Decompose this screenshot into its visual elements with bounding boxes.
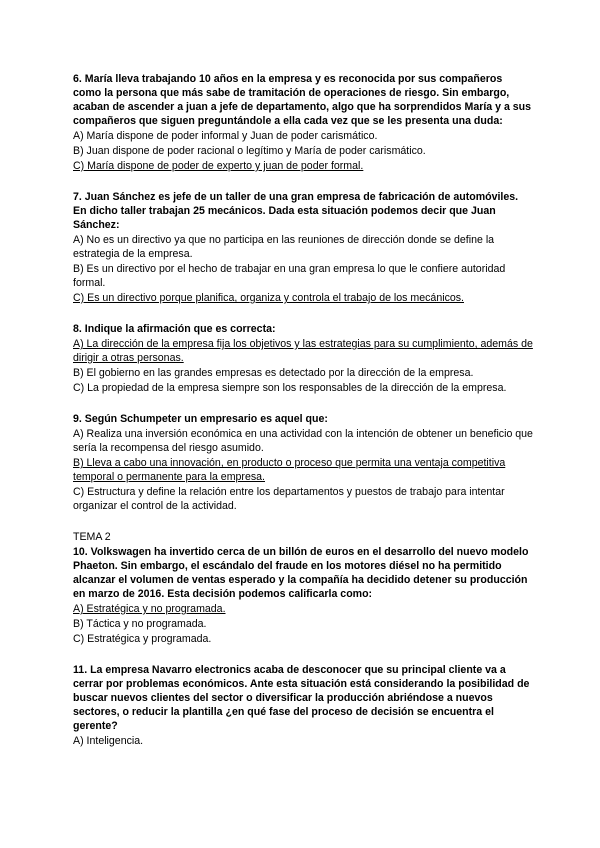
option-b: B) Táctica y no programada.: [73, 618, 207, 630]
option-b: B) Es un directivo por el hecho de trabajar en una gran empresa lo que le confiere autoridad formal.: [73, 263, 506, 289]
option-b-correct: B) Lleva a cabo una innovación, en producto o proceso que permita una ventaja competitiva temporal o permanente para la empresa.: [73, 457, 506, 483]
question-title: 10. Volkswagen ha invertido cerca de un billón de euros en el desarrollo del nuevo modelo Phaeton. Sin embargo, el escándalo del fraude en los motores diésel no ha permitido alcanzar el volumen de ventas esperado y la compañía ha decidido detener su producción en marzo de 2016. Esta decisión podemos calificarla como:: [73, 546, 529, 600]
question-title: 9. Según Schumpeter un empresario es aquel que:: [73, 413, 328, 425]
question-10: [73, 530, 533, 646]
option-a: A) No es un directivo ya que no participa en las reuniones de dirección donde se define la estrategia de la empresa.: [73, 234, 495, 260]
option-a-correct: A) La dirección de la empresa fija los objetivos y las estrategias para su cumplimiento, además de dirigir a otras personas.: [73, 338, 533, 364]
question-11: [73, 663, 533, 748]
option-c-correct: C) María dispone de poder de experto y juan de poder formal.: [73, 160, 364, 172]
question-title-continued: En dicho taller trabajan 25 mecánicos. Dada esta situación podemos decir que Juan Sánchez:: [73, 205, 496, 231]
section-title: TEMA 2: [73, 531, 111, 543]
option-c: C) La propiedad de la empresa siempre son los responsables de la dirección de la empresa.: [73, 382, 507, 394]
option-a: A) Realiza una inversión económica en una actividad con la intención de obtener un beneficio que sería la recompensa del riesgo asumido.: [73, 428, 533, 454]
question-8: [73, 322, 533, 395]
question-title: 11. La empresa Navarro electronics acaba de desconocer que su principal cliente va a cerrar por problemas económicos. Ante esta situación está considerando la posibilidad de buscar nuevos clientes del sector o diversificar la producción abriéndose a nuevos sectores, o reducir la plantilla ¿en qué fase del proceso de decisión se encuentra el gerente?: [73, 664, 530, 732]
option-c: C) Estructura y define la relación entre los departamentos y puestos de trabajo para intentar organizar el control de la actividad.: [73, 486, 505, 512]
option-b: B) El gobierno en las grandes empresas es detectado por la dirección de la empresa.: [73, 367, 474, 379]
question-7: [73, 190, 533, 305]
option-a-correct: A) Estratégica y no programada.: [73, 603, 226, 615]
question-title: 7. Juan Sánchez es jefe de un taller de una gran empresa de fabricación de automóviles.: [73, 191, 519, 203]
document-page: [73, 72, 533, 765]
option-c: C) Estratégica y programada.: [73, 633, 212, 645]
question-title: 6. María lleva trabajando 10 años en la empresa y es reconocida por sus compañeros como la persona que más sabe de tramitación de operaciones de riesgo. Sin embargo, acaban de ascender a juan a jefe de departamento, algo que ha sorprendidos María y a sus compañeros que siguen preguntándole a ella cada vez que se les presenta una duda:: [73, 73, 532, 127]
option-a: A) Inteligencia.: [73, 735, 144, 747]
option-b: B) Juan dispone de poder racional o legítimo y María de poder carismático.: [73, 145, 426, 157]
option-c-correct: C) Es un directivo porque planifica, organiza y controla el trabajo de los mecánicos.: [73, 292, 464, 304]
question-title: 8. Indique la afirmación que es correcta:: [73, 323, 276, 335]
option-a: A) María dispone de poder informal y Juan de poder carismático.: [73, 130, 378, 142]
question-6: [73, 72, 533, 173]
question-9: [73, 412, 533, 513]
